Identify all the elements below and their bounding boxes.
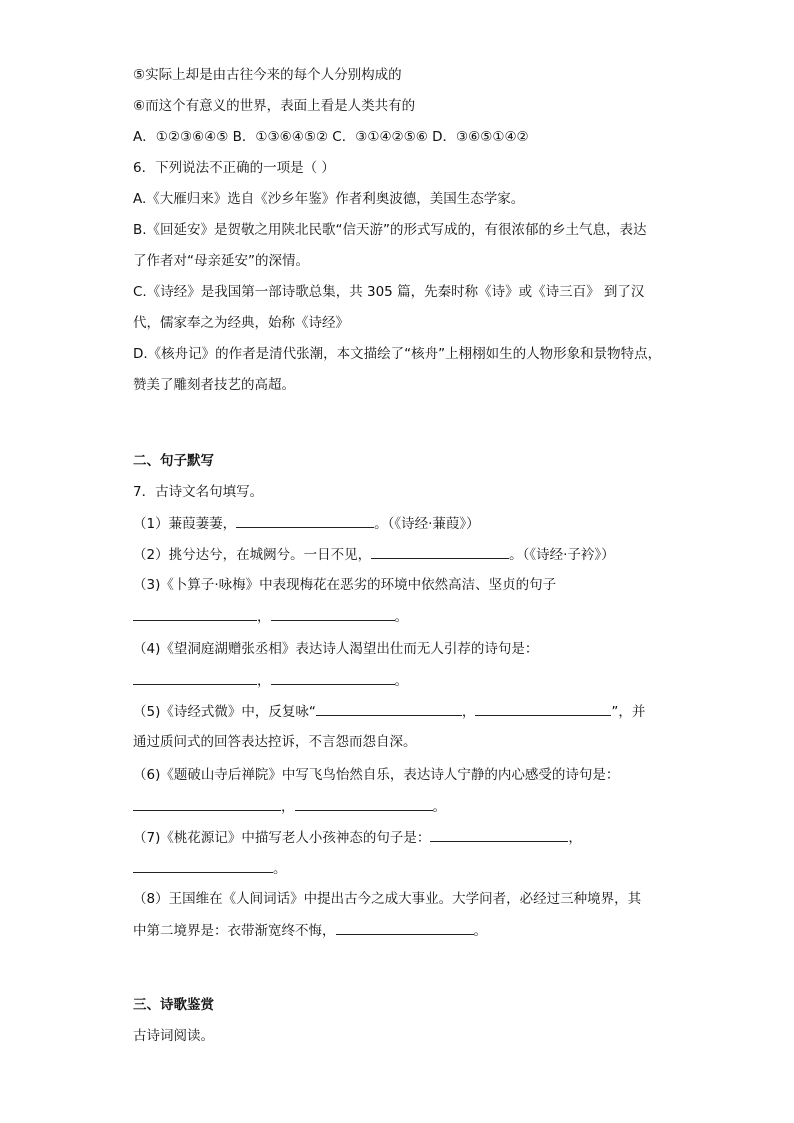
q5-item-5: ⑤实际上却是由古往今来的每个人分别构成的 [133,67,402,83]
section3-heading: 三、诗歌鉴赏 [133,997,214,1013]
q7-part7-answer: 。 [133,859,287,878]
q7-part5-prefix: （5)《诗经式微》中，反复咏“ [133,704,316,720]
answer-blank[interactable] [371,545,509,559]
q7-part6-answer: ， 。 [133,797,446,816]
q6-option-c-line1: C.《诗经》是我国第一部诗歌总集，共 305 篇，先秦时称《诗》或《诗三百》 到了汉 [133,284,645,300]
q7-part2-suffix: 。（《诗经·子衿》） [509,547,615,563]
section3-intro: 古诗词阅读。 [133,1028,214,1044]
q6-option-d-line1: D.《核舟记》的作者是清代张潮，本文描绘了“核舟”上栩栩如生的人物形象和景物特点， [133,346,662,362]
answer-blank[interactable] [133,797,281,811]
q6-option-b-line2: 了作者对“母亲延安”的深情。 [133,253,309,269]
q7-part7: （7)《桃花源记》中描写老人小孩神态的句子是： ， [133,830,582,846]
answer-blank[interactable] [133,607,257,621]
q7-part4: （4)《望洞庭湖赠张丞相》表达诗人渴望出仕而无人引荐的诗句是： [133,641,539,657]
q7-part6: （6)《题破山寺后禅院》中写飞鸟怡然自乐，表达诗人宁静的内心感受的诗句是： [133,767,620,783]
q7-part5-suffix: ”，并 [611,704,646,720]
answer-blank[interactable] [475,702,611,716]
answer-blank[interactable] [133,859,273,873]
q7-part3: （3)《卜算子·咏梅》中表现梅花在恶劣的环境中依然高洁、坚贞的句子 [133,577,557,593]
answer-blank[interactable] [133,671,257,685]
section2-heading: 二、句子默写 [133,453,214,469]
q7-part2-prefix: （2）挑兮达兮，在城阙兮。一日不见， [133,547,372,563]
q7-part7-prefix: （7)《桃花源记》中描写老人小孩神态的句子是： [133,830,431,846]
q5-item-6: ⑥而这个有意义的世界，表面上看是人类共有的 [133,98,416,114]
answer-blank[interactable] [271,607,395,621]
q7-part4-answer: ， 。 [133,671,408,690]
q7-part2 [133,545,615,564]
answer-blank[interactable] [236,514,374,528]
answer-blank[interactable] [295,797,433,811]
q7-part1 [133,514,480,533]
q6-option-b-line1: B.《回延安》是贺敬之用陕北民歌“信天游”的形式写成的，有很浓郁的乡土气息，表达 [133,222,647,238]
q7-part1-prefix: （1）蒹葭萋萋， [133,516,237,532]
answer-blank[interactable] [316,702,462,716]
answer-blank[interactable] [271,671,395,685]
q7-part8-line2: 中第二境界是：衣带渐宽终不悔， 。 [133,923,487,939]
answer-blank[interactable] [430,828,568,842]
q7-part5-line2: 通过质问式的回答表达控诉，不言怨而怨自深。 [133,734,417,750]
answer-blank[interactable] [336,921,474,935]
q6-option-c-line2: 代，儒家奉之为经典，始称《诗经》 [133,315,349,331]
q6-stem: 6．下列说法不正确的一项是（ ） [133,160,335,176]
q6-option-a: A.《大雁归来》选自《沙乡年鉴》作者利奥波德，美国生态学家。 [133,191,525,207]
q6-option-d-line2: 赞美了雕刻者技艺的高超。 [133,377,295,393]
q7-part5: （5)《诗经式微》中，反复咏“ ， ”，并 [133,704,646,720]
q5-options: A．①②③⑥④⑤ B．①③⑥④⑤② C．③①④②⑤⑥ D．③⑥⑤①④② [133,129,529,145]
q7-part8-prefix: 中第二境界是：衣带渐宽终不悔， [133,923,336,939]
q7-part8: （8）王国维在《人间词话》中提出古今之成大事业。大学问者，必经过三种境界，其 [133,891,642,907]
q7-part3-answer: ， 。 [133,607,408,626]
q7-stem: 7．古诗文名句填写。 [133,484,264,500]
q7-part1-suffix: 。（《诗经·蒹葭》） [374,516,480,532]
